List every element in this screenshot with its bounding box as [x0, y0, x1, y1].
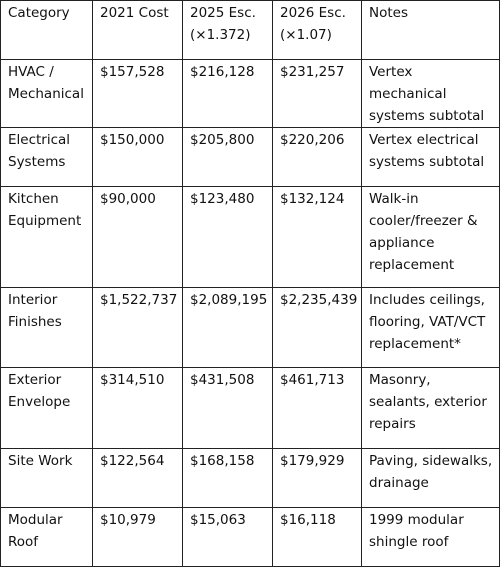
cell-category: Modular Roof	[1, 508, 93, 567]
cell-2026-escalation: $231,257	[273, 60, 362, 128]
table-row	[1, 288, 500, 368]
table-row	[1, 128, 500, 187]
header-notes: Notes	[362, 1, 500, 60]
table-row	[1, 449, 500, 508]
cell-2026-escalation: $2,235,439	[273, 288, 362, 368]
cell-2021-cost: $314,510	[93, 368, 183, 449]
cell-2025-escalation: $431,508	[183, 368, 273, 449]
cell-2025-escalation: $216,128	[183, 60, 273, 128]
table-row	[1, 60, 500, 128]
cell-notes: Vertex electrical systems subtotal	[362, 128, 500, 187]
cell-notes: Paving, sidewalks, drainage	[362, 449, 500, 508]
cell-2026-escalation: $132,124	[273, 187, 362, 288]
cell-2025-escalation: $123,480	[183, 187, 273, 288]
cell-notes: Masonry, sealants, exterior repairs	[362, 368, 500, 449]
header-2021-cost: 2021 Cost	[93, 1, 183, 60]
cell-2025-escalation: $2,089,195	[183, 288, 273, 368]
cell-category: HVAC / Mechanical	[1, 60, 93, 128]
header-2025-escalation: 2025 Esc. (×1.372)	[183, 1, 273, 60]
table-header-row	[1, 1, 500, 60]
cell-2021-cost: $150,000	[93, 128, 183, 187]
cell-2026-escalation: $461,713	[273, 368, 362, 449]
cell-2021-cost: $90,000	[93, 187, 183, 288]
cell-category: Kitchen Equipment	[1, 187, 93, 288]
table-row	[1, 368, 500, 449]
cell-category: Interior Finishes	[1, 288, 93, 368]
cell-2025-escalation: $205,800	[183, 128, 273, 187]
cell-category: Electrical Systems	[1, 128, 93, 187]
cell-category: Exterior Envelope	[1, 368, 93, 449]
cell-2025-escalation: $168,158	[183, 449, 273, 508]
cell-2021-cost: $157,528	[93, 60, 183, 128]
header-2026-escalation: 2026 Esc. (×1.07)	[273, 1, 362, 60]
cell-2021-cost: $122,564	[93, 449, 183, 508]
header-category: Category	[1, 1, 93, 60]
cell-2021-cost: $10,979	[93, 508, 183, 567]
cell-2021-cost: $1,522,737	[93, 288, 183, 368]
table-row	[1, 508, 500, 567]
cell-notes: 1999 modular shingle roof	[362, 508, 500, 567]
cell-notes: Vertex mechanical systems subtotal	[362, 60, 500, 128]
cell-2026-escalation: $220,206	[273, 128, 362, 187]
cell-2026-escalation: $179,929	[273, 449, 362, 508]
cell-notes: Walk-in cooler/freezer & appliance replacement	[362, 187, 500, 288]
cell-2026-escalation: $16,118	[273, 508, 362, 567]
cell-category: Site Work	[1, 449, 93, 508]
table-row	[1, 187, 500, 288]
cell-notes: Includes ceilings, flooring, VAT/VCT replacement*	[362, 288, 500, 368]
cell-2025-escalation: $15,063	[183, 508, 273, 567]
